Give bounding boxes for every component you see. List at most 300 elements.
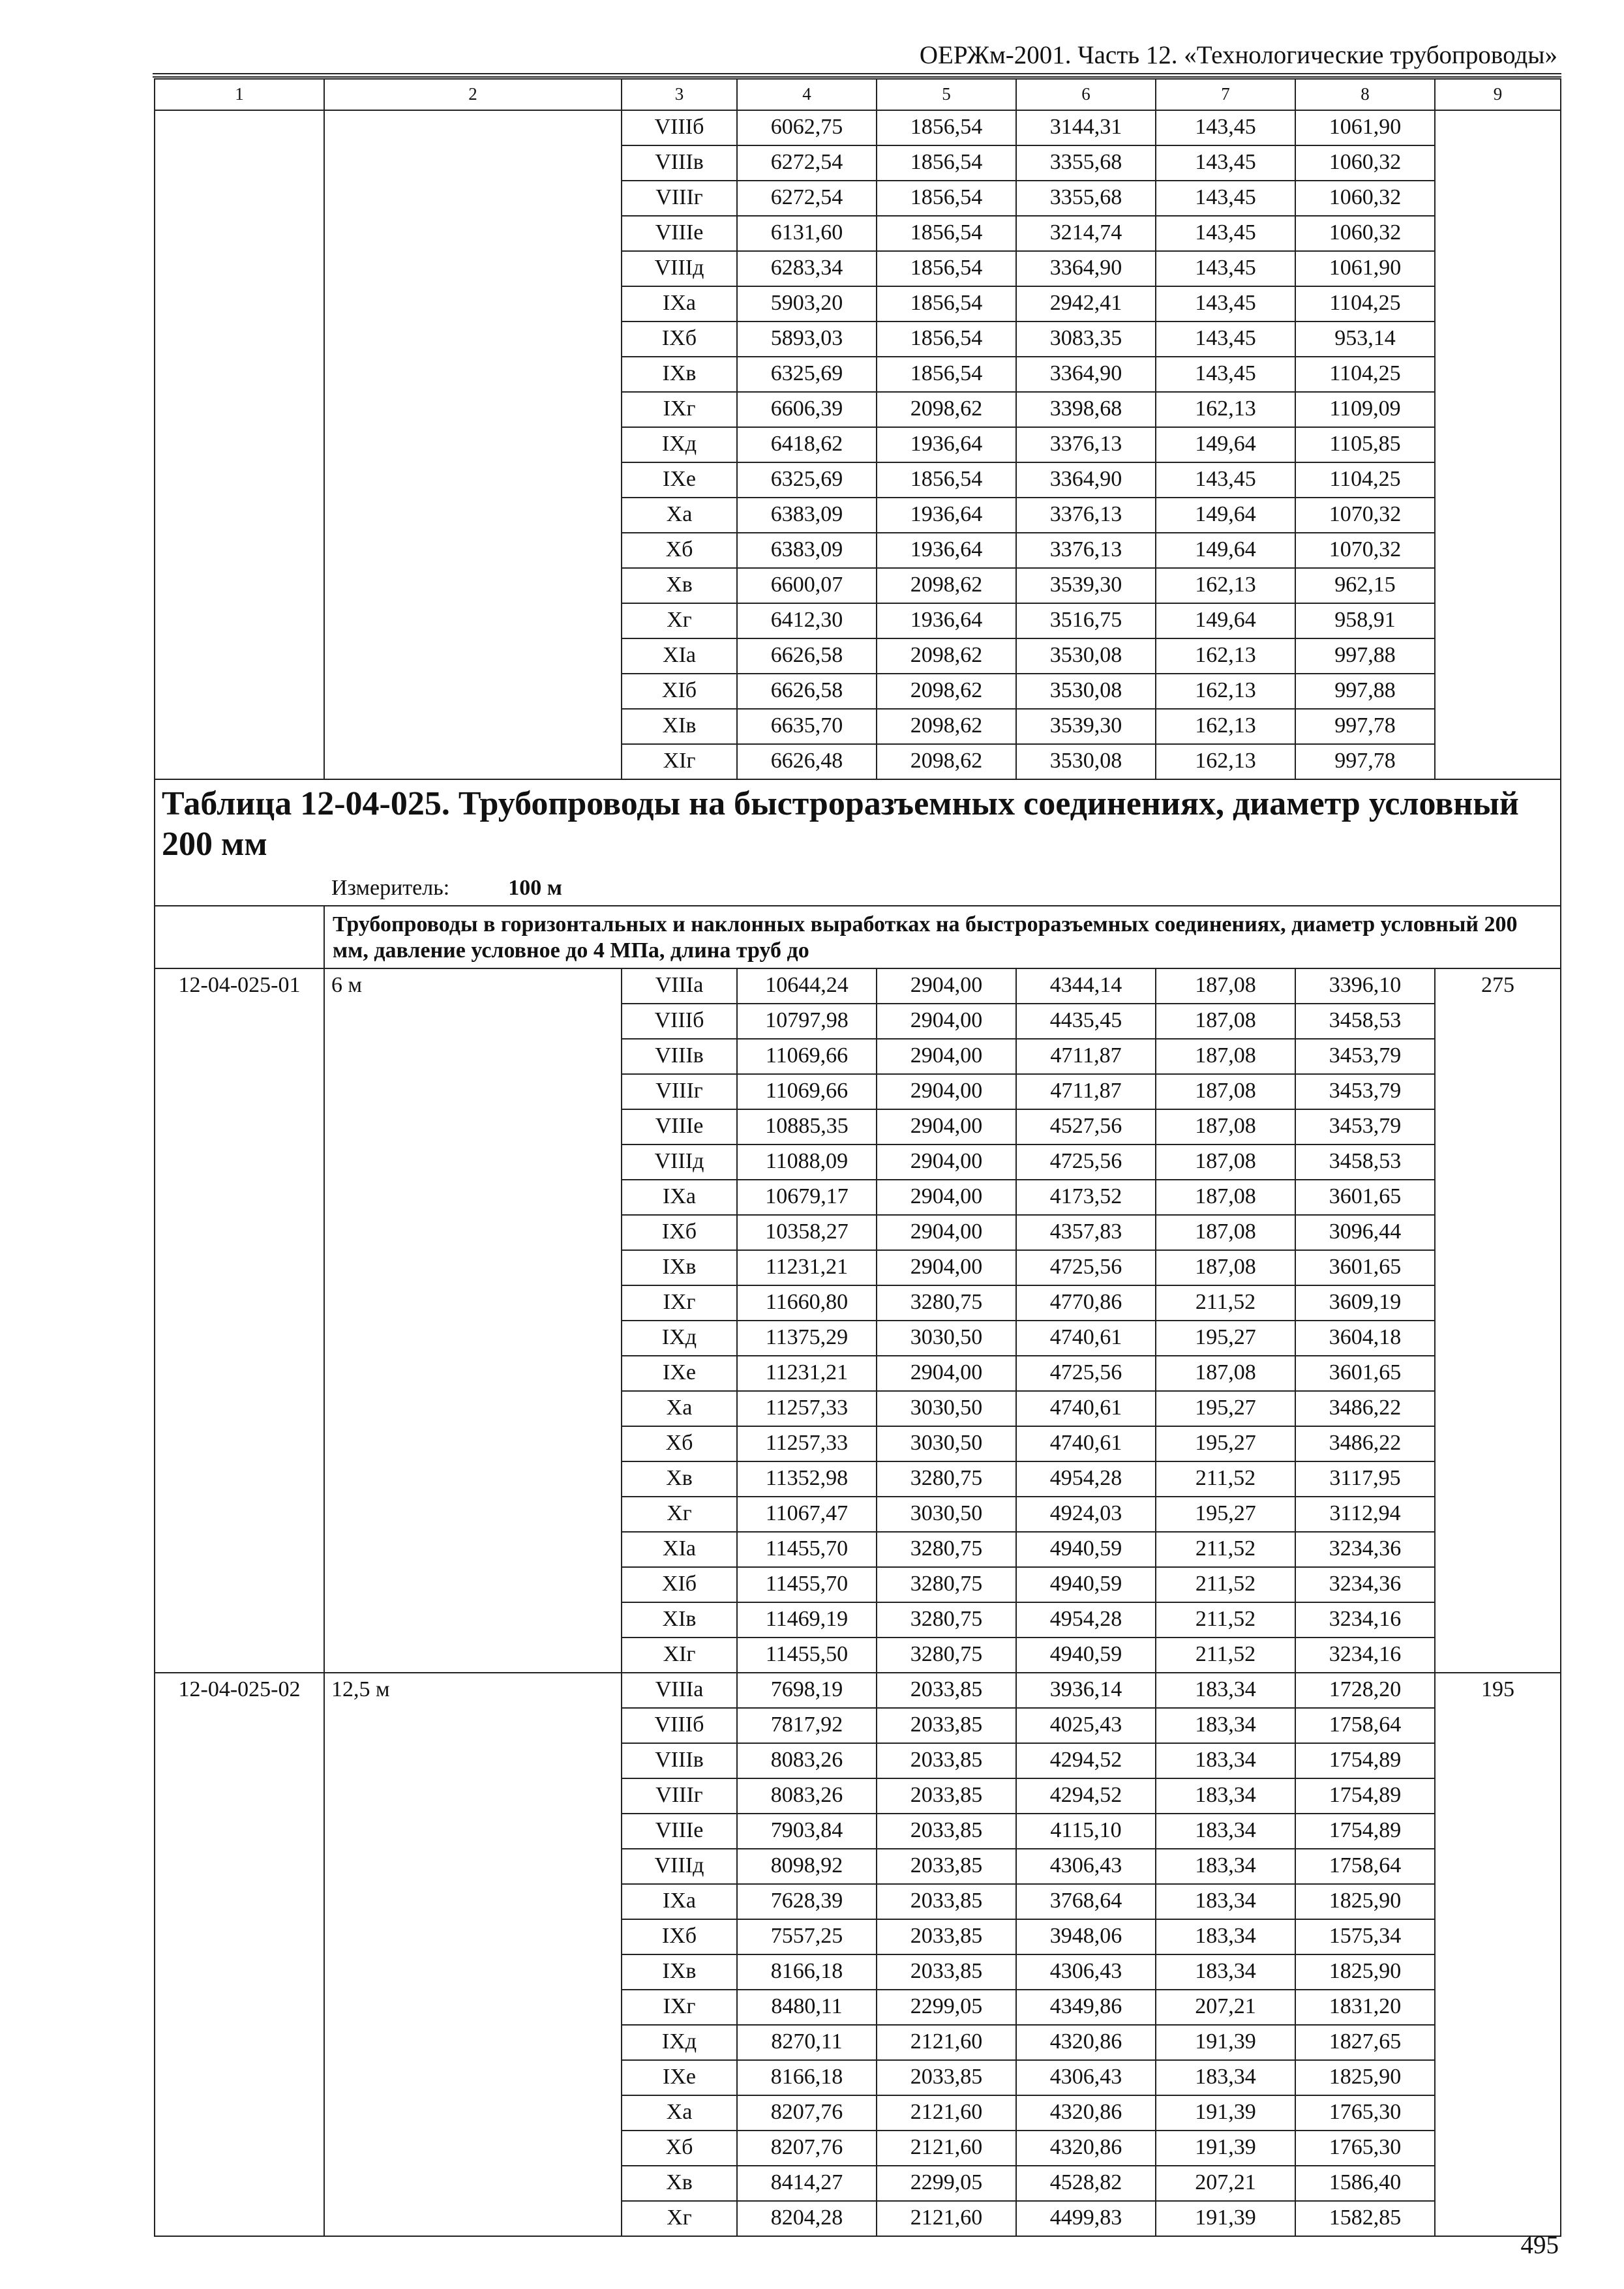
page-header-title: ОЕРЖм-2001. Часть 12. «Технологические трубопроводы» xyxy=(919,41,1557,69)
region-cell: VIIIв xyxy=(622,1039,737,1074)
value-cell: 2033,85 xyxy=(877,1778,1016,1814)
value-cell: 143,45 xyxy=(1156,216,1295,251)
value-cell: 3280,75 xyxy=(877,1532,1016,1567)
value-cell: 4306,43 xyxy=(1016,2060,1156,2095)
value-cell: 3030,50 xyxy=(877,1391,1016,1426)
value-cell: 1936,64 xyxy=(877,603,1016,638)
value-cell: 8166,18 xyxy=(737,1954,877,1990)
value-cell: 11455,70 xyxy=(737,1532,877,1567)
value-cell: 1765,30 xyxy=(1295,2095,1435,2131)
region-cell: IXа xyxy=(622,286,737,322)
value-cell: 3234,36 xyxy=(1295,1567,1435,1602)
value-cell: 3117,95 xyxy=(1295,1461,1435,1497)
value-cell: 187,08 xyxy=(1156,1356,1295,1391)
value-cell: 2033,85 xyxy=(877,1884,1016,1919)
value-cell: 183,34 xyxy=(1156,1743,1295,1778)
value-cell: 10358,27 xyxy=(737,1215,877,1250)
value-cell: 1758,64 xyxy=(1295,1849,1435,1884)
value-cell: 1856,54 xyxy=(877,322,1016,357)
column-number: 6 xyxy=(1016,79,1156,110)
region-cell: IXа xyxy=(622,1180,737,1215)
value-cell: 2098,62 xyxy=(877,568,1016,603)
value-cell: 1765,30 xyxy=(1295,2131,1435,2166)
value-cell: 1825,90 xyxy=(1295,1884,1435,1919)
value-cell: 1856,54 xyxy=(877,216,1016,251)
value-cell: 1575,34 xyxy=(1295,1919,1435,1954)
price-table xyxy=(154,78,1561,2237)
value-cell: 2033,85 xyxy=(877,1814,1016,1849)
value-cell: 143,45 xyxy=(1156,181,1295,216)
value-cell: 962,15 xyxy=(1295,568,1435,603)
value-cell: 4725,56 xyxy=(1016,1144,1156,1180)
region-cell: Xа xyxy=(622,498,737,533)
value-cell: 191,39 xyxy=(1156,2131,1295,2166)
value-cell: 143,45 xyxy=(1156,357,1295,392)
value-cell: 3280,75 xyxy=(877,1461,1016,1497)
value-cell: 4320,86 xyxy=(1016,2025,1156,2060)
value-cell: 4725,56 xyxy=(1016,1250,1156,1285)
region-cell: Xб xyxy=(622,533,737,568)
region-cell: IXг xyxy=(622,1990,737,2025)
value-cell: 4306,43 xyxy=(1016,1849,1156,1884)
value-cell: 195,27 xyxy=(1156,1391,1295,1426)
value-cell: 6635,70 xyxy=(737,709,877,744)
value-cell: 3453,79 xyxy=(1295,1074,1435,1109)
region-cell: VIIIе xyxy=(622,1814,737,1849)
value-cell: 6626,58 xyxy=(737,638,877,674)
value-cell: 2121,60 xyxy=(877,2095,1016,2131)
value-cell: 183,34 xyxy=(1156,1673,1295,1708)
column-number: 4 xyxy=(737,79,877,110)
region-cell: XIа xyxy=(622,638,737,674)
region-cell: VIIIб xyxy=(622,1708,737,1743)
value-cell: 1825,90 xyxy=(1295,2060,1435,2095)
value-cell: 183,34 xyxy=(1156,1814,1295,1849)
value-cell: 3234,36 xyxy=(1295,1532,1435,1567)
value-cell: 8098,92 xyxy=(737,1849,877,1884)
value-cell: 211,52 xyxy=(1156,1602,1295,1638)
value-cell: 8166,18 xyxy=(737,2060,877,2095)
value-cell: 2121,60 xyxy=(877,2025,1016,2060)
value-cell: 3364,90 xyxy=(1016,357,1156,392)
value-cell: 1104,25 xyxy=(1295,286,1435,322)
value-cell: 3601,65 xyxy=(1295,1356,1435,1391)
value-cell: 4940,59 xyxy=(1016,1567,1156,1602)
value-cell: 7628,39 xyxy=(737,1884,877,1919)
region-cell: IXа xyxy=(622,1884,737,1919)
value-cell: 3376,13 xyxy=(1016,427,1156,462)
value-cell: 2033,85 xyxy=(877,1743,1016,1778)
value-cell: 183,34 xyxy=(1156,1954,1295,1990)
value-cell: 2098,62 xyxy=(877,638,1016,674)
value-cell: 3280,75 xyxy=(877,1638,1016,1673)
value-cell: 2033,85 xyxy=(877,1673,1016,1708)
value-cell: 6626,58 xyxy=(737,674,877,709)
value-cell: 195,27 xyxy=(1156,1426,1295,1461)
value-cell: 6062,75 xyxy=(737,110,877,145)
value-cell: 11069,66 xyxy=(737,1039,877,1074)
value-cell: 191,39 xyxy=(1156,2201,1295,2236)
value-cell: 149,64 xyxy=(1156,603,1295,638)
value-cell: 3376,13 xyxy=(1016,533,1156,568)
value-cell: 11660,80 xyxy=(737,1285,877,1321)
value-cell: 4940,59 xyxy=(1016,1532,1156,1567)
value-cell: 953,14 xyxy=(1295,322,1435,357)
value-cell: 5903,20 xyxy=(737,286,877,322)
value-cell: 2904,00 xyxy=(877,1180,1016,1215)
value-cell: 3030,50 xyxy=(877,1426,1016,1461)
value-cell: 4940,59 xyxy=(1016,1638,1156,1673)
value-cell: 4115,10 xyxy=(1016,1814,1156,1849)
value-cell: 4025,43 xyxy=(1016,1708,1156,1743)
value-cell: 8083,26 xyxy=(737,1778,877,1814)
value-cell: 1936,64 xyxy=(877,427,1016,462)
value-cell: 2904,00 xyxy=(877,1250,1016,1285)
value-cell: 162,13 xyxy=(1156,744,1295,779)
value-cell: 1856,54 xyxy=(877,110,1016,145)
region-cell: XIг xyxy=(622,1638,737,1673)
table-row xyxy=(155,110,1561,145)
value-cell: 3030,50 xyxy=(877,1497,1016,1532)
value-cell: 187,08 xyxy=(1156,1180,1295,1215)
value-cell: 1936,64 xyxy=(877,498,1016,533)
value-cell: 4173,52 xyxy=(1016,1180,1156,1215)
column-number: 8 xyxy=(1295,79,1435,110)
value-cell: 149,64 xyxy=(1156,498,1295,533)
value-cell: 3398,68 xyxy=(1016,392,1156,427)
value-cell: 11469,19 xyxy=(737,1602,877,1638)
value-cell: 4711,87 xyxy=(1016,1074,1156,1109)
value-cell: 2299,05 xyxy=(877,1990,1016,2025)
value-cell: 183,34 xyxy=(1156,2060,1295,2095)
value-cell: 2904,00 xyxy=(877,968,1016,1004)
region-cell: XIа xyxy=(622,1532,737,1567)
value-cell: 2098,62 xyxy=(877,744,1016,779)
value-cell: 2098,62 xyxy=(877,709,1016,744)
value-cell: 3516,75 xyxy=(1016,603,1156,638)
region-cell: XIг xyxy=(622,744,737,779)
region-cell: IXе xyxy=(622,1356,737,1391)
value-cell: 149,64 xyxy=(1156,427,1295,462)
code-cell: 12-04-025-01 xyxy=(155,968,324,1673)
value-cell: 3609,19 xyxy=(1295,1285,1435,1321)
value-cell: 1936,64 xyxy=(877,533,1016,568)
value-cell: 3096,44 xyxy=(1295,1215,1435,1250)
value-cell: 187,08 xyxy=(1156,1004,1295,1039)
value-cell: 3214,74 xyxy=(1016,216,1156,251)
value-cell: 2033,85 xyxy=(877,2060,1016,2095)
region-cell: IXв xyxy=(622,357,737,392)
region-cell: Xа xyxy=(622,1391,737,1426)
value-cell: 8083,26 xyxy=(737,1743,877,1778)
value-cell: 211,52 xyxy=(1156,1638,1295,1673)
value-cell: 3458,53 xyxy=(1295,1144,1435,1180)
value-cell: 8414,27 xyxy=(737,2166,877,2201)
value-cell: 11352,98 xyxy=(737,1461,877,1497)
description-cell xyxy=(324,110,622,779)
value-cell: 162,13 xyxy=(1156,392,1295,427)
value-cell: 2033,85 xyxy=(877,1849,1016,1884)
value-cell: 11455,50 xyxy=(737,1638,877,1673)
value-cell: 3280,75 xyxy=(877,1567,1016,1602)
region-cell: IXб xyxy=(622,322,737,357)
value-cell: 1856,54 xyxy=(877,251,1016,286)
value-cell: 11069,66 xyxy=(737,1074,877,1109)
column-number: 2 xyxy=(324,79,622,110)
value-cell: 997,88 xyxy=(1295,638,1435,674)
table-row xyxy=(155,968,1561,1004)
value-cell: 1060,32 xyxy=(1295,145,1435,181)
value-cell: 4770,86 xyxy=(1016,1285,1156,1321)
value-cell: 1856,54 xyxy=(877,462,1016,498)
value-cell: 7817,92 xyxy=(737,1708,877,1743)
value-cell: 4725,56 xyxy=(1016,1356,1156,1391)
value-cell: 4294,52 xyxy=(1016,1743,1156,1778)
value-cell: 6131,60 xyxy=(737,216,877,251)
value-cell: 191,39 xyxy=(1156,2095,1295,2131)
value-cell: 2033,85 xyxy=(877,1919,1016,1954)
value-cell: 183,34 xyxy=(1156,1919,1295,1954)
region-cell: VIIIв xyxy=(622,145,737,181)
value-cell: 3453,79 xyxy=(1295,1109,1435,1144)
column-number: 9 xyxy=(1435,79,1561,110)
value-cell: 3280,75 xyxy=(877,1285,1016,1321)
value-cell: 6626,48 xyxy=(737,744,877,779)
column-number: 7 xyxy=(1156,79,1295,110)
value-cell: 207,21 xyxy=(1156,2166,1295,2201)
value-cell: 4320,86 xyxy=(1016,2095,1156,2131)
value-cell: 4924,03 xyxy=(1016,1497,1156,1532)
value-cell: 2904,00 xyxy=(877,1004,1016,1039)
value-cell: 11375,29 xyxy=(737,1321,877,1356)
region-cell: XIб xyxy=(622,674,737,709)
region-cell: Xг xyxy=(622,2201,737,2236)
value-cell: 191,39 xyxy=(1156,2025,1295,2060)
value-cell: 3539,30 xyxy=(1016,709,1156,744)
value-cell: 4357,83 xyxy=(1016,1215,1156,1250)
region-cell: Xв xyxy=(622,1461,737,1497)
value-cell: 8480,11 xyxy=(737,1990,877,2025)
value-cell: 4294,52 xyxy=(1016,1778,1156,1814)
value-cell: 2299,05 xyxy=(877,2166,1016,2201)
value-cell: 1827,65 xyxy=(1295,2025,1435,2060)
value-cell: 8207,76 xyxy=(737,2095,877,2131)
value-cell: 11231,21 xyxy=(737,1356,877,1391)
region-cell: XIв xyxy=(622,1602,737,1638)
value-cell: 2098,62 xyxy=(877,392,1016,427)
value-cell: 3486,22 xyxy=(1295,1426,1435,1461)
value-cell: 2904,00 xyxy=(877,1356,1016,1391)
region-cell: Xг xyxy=(622,1497,737,1532)
column-9-cell xyxy=(1435,110,1561,779)
value-cell: 3112,94 xyxy=(1295,1497,1435,1532)
value-cell: 1061,90 xyxy=(1295,110,1435,145)
value-cell: 1754,89 xyxy=(1295,1743,1435,1778)
value-cell: 2904,00 xyxy=(877,1039,1016,1074)
value-cell: 6383,09 xyxy=(737,498,877,533)
value-cell: 3530,08 xyxy=(1016,744,1156,779)
region-cell: VIIIд xyxy=(622,1144,737,1180)
unit-label: Измеритель: xyxy=(331,876,450,900)
region-cell: VIIIе xyxy=(622,216,737,251)
value-cell: 10797,98 xyxy=(737,1004,877,1039)
region-cell: VIIIд xyxy=(622,251,737,286)
region-cell: IXг xyxy=(622,1285,737,1321)
value-cell: 6412,30 xyxy=(737,603,877,638)
value-cell: 143,45 xyxy=(1156,251,1295,286)
value-cell: 183,34 xyxy=(1156,1708,1295,1743)
value-cell: 187,08 xyxy=(1156,1215,1295,1250)
value-cell: 1758,64 xyxy=(1295,1708,1435,1743)
value-cell: 3936,14 xyxy=(1016,1673,1156,1708)
value-cell: 10679,17 xyxy=(737,1180,877,1215)
value-cell: 6325,69 xyxy=(737,462,877,498)
value-cell: 8270,11 xyxy=(737,2025,877,2060)
region-cell: IXг xyxy=(622,392,737,427)
region-cell: IXв xyxy=(622,1954,737,1990)
region-cell: VIIIа xyxy=(622,1673,737,1708)
value-cell: 1856,54 xyxy=(877,145,1016,181)
value-cell: 3234,16 xyxy=(1295,1638,1435,1673)
region-cell: IXд xyxy=(622,1321,737,1356)
value-cell: 1060,32 xyxy=(1295,181,1435,216)
column-number: 1 xyxy=(155,79,324,110)
value-cell: 997,78 xyxy=(1295,744,1435,779)
value-cell: 1586,40 xyxy=(1295,2166,1435,2201)
code-cell xyxy=(155,110,324,779)
value-cell: 4954,28 xyxy=(1016,1602,1156,1638)
value-cell: 4740,61 xyxy=(1016,1426,1156,1461)
value-cell: 7903,84 xyxy=(737,1814,877,1849)
column-9-cell: 195 xyxy=(1435,1673,1561,2236)
region-cell: VIIIа xyxy=(622,968,737,1004)
table-title-cell xyxy=(155,779,1561,906)
value-cell: 3376,13 xyxy=(1016,498,1156,533)
value-cell: 187,08 xyxy=(1156,1250,1295,1285)
value-cell: 195,27 xyxy=(1156,1497,1295,1532)
value-cell: 6325,69 xyxy=(737,357,877,392)
description-cell: 12,5 м xyxy=(324,1673,622,2236)
value-cell: 4711,87 xyxy=(1016,1039,1156,1074)
value-cell: 6600,07 xyxy=(737,568,877,603)
value-cell: 3948,06 xyxy=(1016,1919,1156,1954)
table-row xyxy=(155,1673,1561,1708)
value-cell: 997,78 xyxy=(1295,709,1435,744)
value-cell: 3601,65 xyxy=(1295,1250,1435,1285)
value-cell: 187,08 xyxy=(1156,1109,1295,1144)
region-cell: IXб xyxy=(622,1919,737,1954)
value-cell: 183,34 xyxy=(1156,1778,1295,1814)
value-cell: 6606,39 xyxy=(737,392,877,427)
column-9-cell: 275 xyxy=(1435,968,1561,1673)
value-cell: 3530,08 xyxy=(1016,638,1156,674)
value-cell: 4740,61 xyxy=(1016,1391,1156,1426)
page-number: 495 xyxy=(1520,2231,1559,2259)
value-cell: 4954,28 xyxy=(1016,1461,1156,1497)
header-rule xyxy=(153,76,1561,78)
value-cell: 187,08 xyxy=(1156,1144,1295,1180)
value-cell: 6383,09 xyxy=(737,533,877,568)
value-cell: 1060,32 xyxy=(1295,216,1435,251)
value-cell: 6283,34 xyxy=(737,251,877,286)
value-cell: 162,13 xyxy=(1156,674,1295,709)
description-cell: 6 м xyxy=(324,968,622,1673)
value-cell: 183,34 xyxy=(1156,1884,1295,1919)
value-cell: 3355,68 xyxy=(1016,181,1156,216)
region-cell: VIIIд xyxy=(622,1849,737,1884)
region-cell: VIIIе xyxy=(622,1109,737,1144)
column-number: 3 xyxy=(622,79,737,110)
region-cell: VIIIб xyxy=(622,110,737,145)
region-cell: Xв xyxy=(622,568,737,603)
region-cell: Xб xyxy=(622,1426,737,1461)
value-cell: 1104,25 xyxy=(1295,357,1435,392)
value-cell: 8207,76 xyxy=(737,2131,877,2166)
value-cell: 3083,35 xyxy=(1016,322,1156,357)
value-cell: 1104,25 xyxy=(1295,462,1435,498)
region-cell: VIIIг xyxy=(622,1074,737,1109)
region-cell: VIIIг xyxy=(622,1778,737,1814)
value-cell: 6418,62 xyxy=(737,427,877,462)
value-cell: 207,21 xyxy=(1156,1990,1295,2025)
region-cell: XIв xyxy=(622,709,737,744)
value-cell: 1582,85 xyxy=(1295,2201,1435,2236)
value-cell: 1856,54 xyxy=(877,181,1016,216)
value-cell: 1109,09 xyxy=(1295,392,1435,427)
value-cell: 162,13 xyxy=(1156,568,1295,603)
region-cell: VIIIб xyxy=(622,1004,737,1039)
value-cell: 211,52 xyxy=(1156,1567,1295,1602)
value-cell: 1825,90 xyxy=(1295,1954,1435,1990)
value-cell: 1754,89 xyxy=(1295,1814,1435,1849)
region-cell: IXд xyxy=(622,427,737,462)
value-cell: 4306,43 xyxy=(1016,1954,1156,1990)
value-cell: 143,45 xyxy=(1156,286,1295,322)
value-cell: 1070,32 xyxy=(1295,533,1435,568)
value-cell: 2942,41 xyxy=(1016,286,1156,322)
value-cell: 6272,54 xyxy=(737,181,877,216)
table-title-row xyxy=(155,779,1561,906)
value-cell: 1070,32 xyxy=(1295,498,1435,533)
region-cell: IXд xyxy=(622,2025,737,2060)
value-cell: 143,45 xyxy=(1156,110,1295,145)
section-code-cell xyxy=(155,906,324,968)
value-cell: 1728,20 xyxy=(1295,1673,1435,1708)
value-cell: 4344,14 xyxy=(1016,968,1156,1004)
value-cell: 3280,75 xyxy=(877,1602,1016,1638)
column-number: 5 xyxy=(877,79,1016,110)
value-cell: 11257,33 xyxy=(737,1426,877,1461)
value-cell: 143,45 xyxy=(1156,145,1295,181)
value-cell: 2904,00 xyxy=(877,1215,1016,1250)
value-cell: 187,08 xyxy=(1156,968,1295,1004)
value-cell: 11455,70 xyxy=(737,1567,877,1602)
value-cell: 143,45 xyxy=(1156,462,1295,498)
value-cell: 1105,85 xyxy=(1295,427,1435,462)
value-cell: 3768,64 xyxy=(1016,1884,1156,1919)
value-cell: 1831,20 xyxy=(1295,1990,1435,2025)
value-cell: 1856,54 xyxy=(877,357,1016,392)
region-cell: VIIIг xyxy=(622,181,737,216)
value-cell: 143,45 xyxy=(1156,322,1295,357)
region-cell: VIIIв xyxy=(622,1743,737,1778)
value-cell: 3355,68 xyxy=(1016,145,1156,181)
value-cell: 2121,60 xyxy=(877,2131,1016,2166)
value-cell: 1856,54 xyxy=(877,286,1016,322)
value-cell: 3234,16 xyxy=(1295,1602,1435,1638)
value-cell: 7698,19 xyxy=(737,1673,877,1708)
value-cell: 4435,45 xyxy=(1016,1004,1156,1039)
